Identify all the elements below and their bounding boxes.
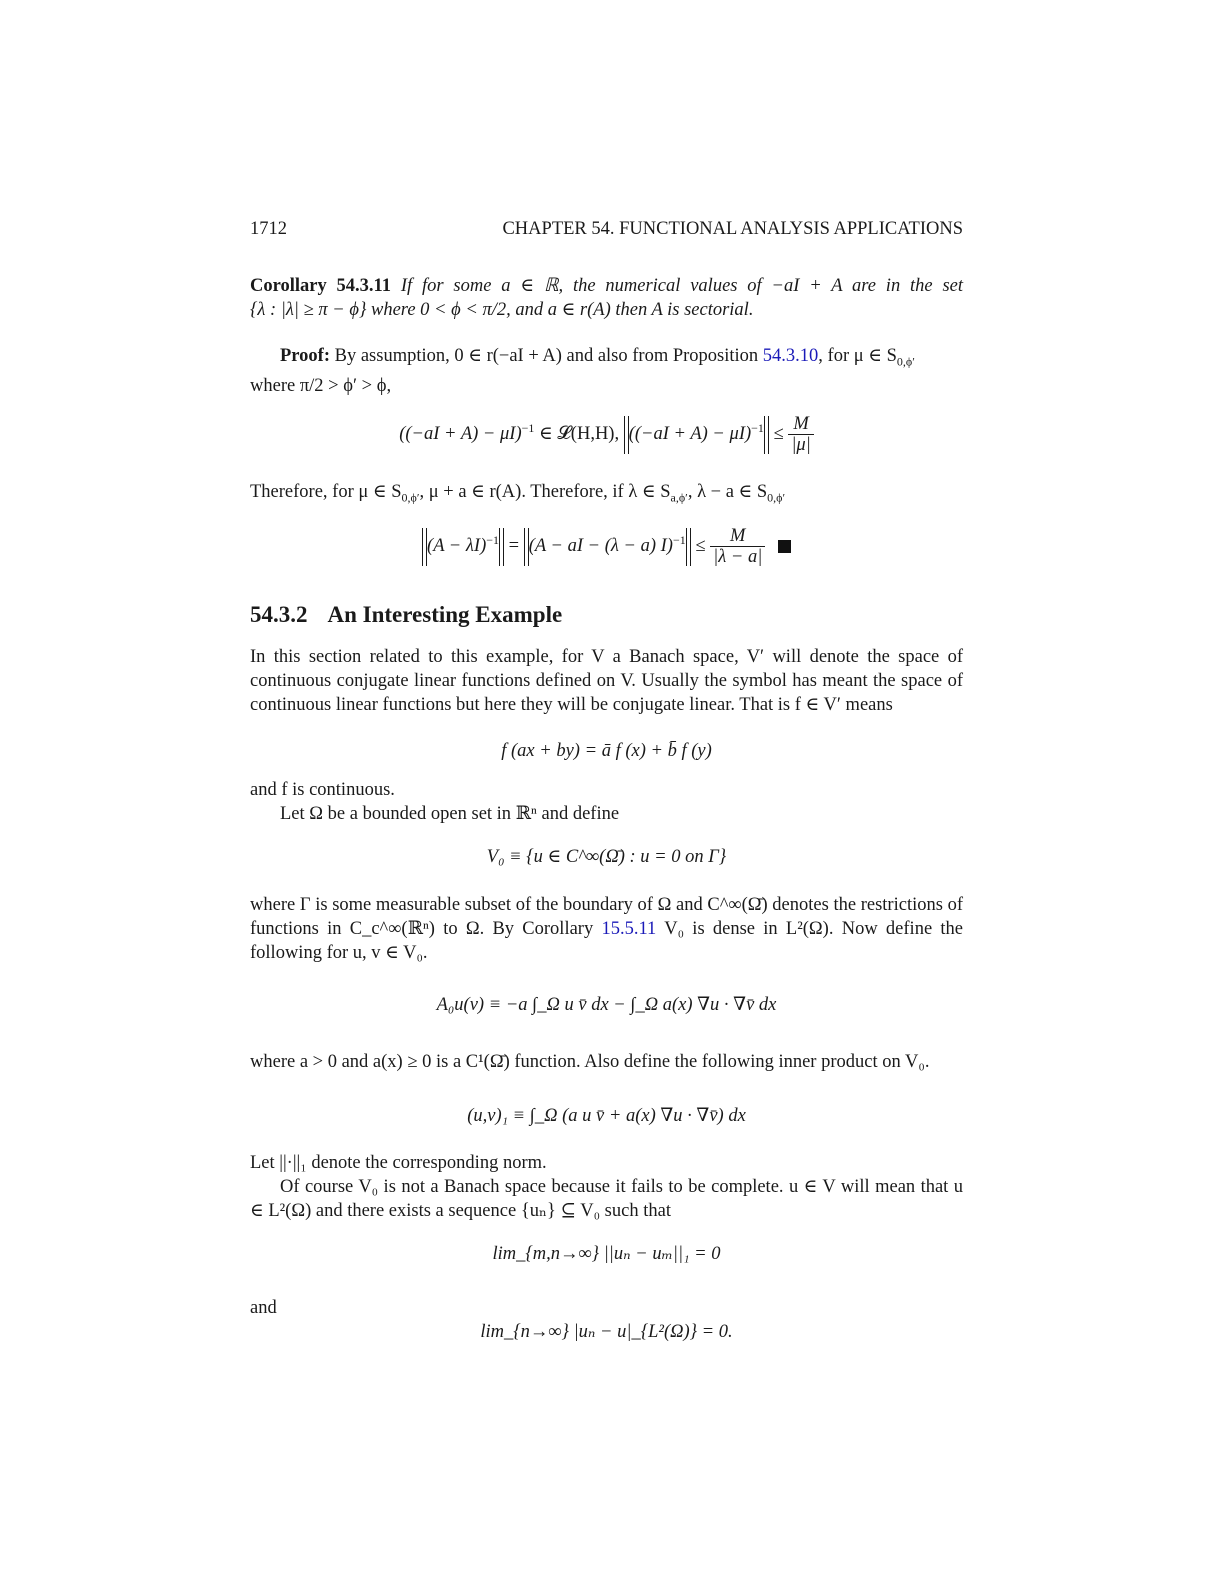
eq1-mid: ∈ 𝓛(H,H),	[539, 424, 620, 445]
paragraph-and: and	[250, 1298, 277, 1318]
corollary-line1: If for some a ∈ ℝ, the numerical values of −aI + A are in the set	[400, 276, 963, 296]
proof-label: Proof:	[280, 346, 330, 366]
therefore-a: Therefore, for μ ∈ S	[250, 482, 402, 502]
equation-v0-definition: V₀ ≡ {u ∈ C^∞(Ω̄) : u = 0 on Γ}	[486, 847, 727, 867]
equation-inner-product: (u,v)₁ ≡ ∫_Ω (a u v̄ + a(x) ∇u · ∇v̄) dx	[467, 1106, 746, 1126]
paragraph-gamma-a: where Γ is some measurable subset of the boundary of Ω and C^∞(Ω̄) denotes the restrictions of functions in C_c^∞(ℝⁿ) to Ω. By Corollary	[250, 895, 963, 939]
corollary-line2: {λ : |λ| ≥ π − ϕ} where 0 < ϕ < π/2, and a ∈ r(A) then A is sectorial.	[250, 300, 754, 320]
therefore-sub2: a,ϕ′	[670, 490, 688, 505]
eq1-left: ((−aI + A) − μI)	[399, 424, 522, 445]
paragraph-norm: Let ||·||₁ denote the corresponding norm.	[250, 1153, 547, 1173]
eq2-left: (A − λI)	[427, 536, 487, 557]
corollary-label: Corollary 54.3.11	[250, 276, 392, 296]
proposition-link[interactable]: 54.3.10	[762, 346, 819, 366]
proof-block	[250, 344, 963, 398]
eq2-right: (A − aI − (λ − a) I)	[528, 536, 673, 557]
section-heading	[250, 602, 562, 628]
page-number: 1712	[250, 219, 287, 239]
paragraph-inner-product: where a > 0 and a(x) ≥ 0 is a C¹(Ω̄) function. Also define the following inner product on V₀.	[250, 1052, 930, 1072]
proof-line1-b: , for μ ∈ S	[818, 346, 897, 366]
paragraph-gamma-b: V₀ is dense in L²(Ω). Now define the following for u, v ∈ V₀.	[250, 919, 964, 963]
equation-cauchy-limit: lim_{m,n→∞} ||uₙ − uₘ||₁ = 0	[492, 1244, 721, 1264]
qed-square-icon	[778, 540, 791, 553]
therefore-b: , μ + a ∈ r(A). Therefore, if λ ∈ S	[419, 482, 671, 502]
section-title: An Interesting Example	[327, 602, 563, 627]
equation-conjugate-linear: f (ax + by) = ā f (x) + b̄ f (y)	[501, 741, 712, 761]
therefore-c: , λ − a ∈ S	[687, 482, 768, 502]
paragraph-banach: Of course V₀ is not a Banach space because it fails to be complete. u ∈ V will mean that u ∈ L²(Ω) and there exists a sequence {uₙ} ⊆ V₀ such that	[250, 1177, 963, 1221]
section-number: 54.3.2	[250, 602, 308, 627]
chapter-header: CHAPTER 54. FUNCTIONAL ANALYSIS APPLICATIONS	[502, 219, 963, 239]
equation-resolvent-bound: $((-aI + A) - \mu I)^{-1}$ ∈ 𝓛(H,H), $((-aI + A) - \mu I)^{-1}$ ≤ $\frac{M}{|\mu|}$	[250, 414, 963, 456]
paragraph-intro: In this section related to this example, for V a Banach space, V′ will denote the space of continuous conjugate linear functions defined on V. Usually the symbol has meant the space of continuous linear functions but here they will be conjugate linear. That is f ∈ V′ means	[250, 647, 963, 715]
paragraph-let-omega: Let Ω be a bounded open set in ℝⁿ and define	[280, 804, 620, 824]
eq1-denominator: |μ|	[791, 435, 811, 456]
proof-line1-sub: 0,ϕ′	[896, 354, 915, 369]
eq2-numerator: M	[710, 526, 765, 547]
therefore-line	[250, 480, 963, 510]
equation-l2-limit: lim_{n→∞} |uₙ − u|_{L²(Ω)} = 0.	[480, 1322, 733, 1342]
corollary-link[interactable]: 15.5.11	[601, 919, 657, 939]
therefore-sub1: 0,ϕ′	[401, 490, 420, 505]
equation-a0-operator: A₀u(v) ≡ −a ∫_Ω u v̄ dx − ∫_Ω a(x) ∇u · ∇v̄ dx	[436, 995, 777, 1015]
paragraph-gamma	[250, 893, 963, 965]
proof-line2: where π/2 > ϕ′ > ϕ,	[250, 375, 392, 396]
eq2-denominator: |λ − a|	[713, 547, 763, 568]
corollary-block	[250, 274, 963, 322]
therefore-sub3: 0,ϕ′	[767, 490, 786, 505]
equation-sectorial-bound: $(A - \lambda I)^{-1} = (A$ − aI − (λ − a) I)$^{-1}$ ≤ $\frac{M}{|\lambda - a|}$	[250, 526, 963, 568]
eq1-numerator: M	[788, 414, 813, 435]
proof-line1-a: By assumption, 0 ∈ r(−aI + A) and also from Proposition	[334, 346, 759, 366]
paragraph-continuous: and f is continuous.	[250, 780, 395, 800]
eq1-norm: ((−aI + A) − μI)	[628, 424, 752, 445]
